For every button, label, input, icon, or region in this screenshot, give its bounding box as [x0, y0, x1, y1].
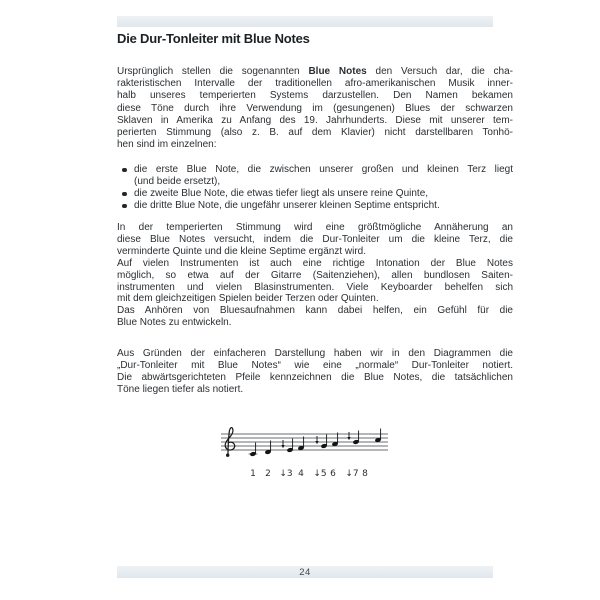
- note-2: [265, 441, 272, 455]
- note-6: [332, 433, 339, 447]
- header-bar: [117, 16, 493, 27]
- treble-clef-icon: [225, 428, 235, 457]
- scale-degree-label: ↓3: [279, 469, 293, 479]
- scale-staff-figure: [213, 424, 403, 480]
- note-4: [298, 437, 305, 451]
- scale-degree-label: 1: [250, 469, 256, 479]
- paragraph-bluesaufnahmen: Das Anhören von Bluesaufnahmen kann dabei helfen, ein Gefühl für die Blue Notes zu entwickeln.: [117, 305, 513, 329]
- paragraph-diagramm-hinweis: Aus Gründen der einfacheren Darstellung haben wir in den Diagrammen die „Dur-Tonleiter mit Blue Notes“ wie eine „normale“ Dur-Tonleiter notiert. Die abwärtsgerichteten Pfeile kennzeichnen die Blue Notes, die tatsächlichen Töne liegen tiefer als notiert.: [117, 348, 513, 395]
- blue-notes-bullet-list: [117, 164, 513, 212]
- paragraph-temperierte-stimmung: In der temperierten Stimmung wird eine größtmögliche Annäherung an diese Blue Notes versucht, indem die Dur-Tonleiter um die kleine Terz, die verminderte Quinte und die kleine Septime ergänzt wird.: [117, 222, 513, 257]
- bullet-item-third-blue-note: [117, 200, 513, 212]
- bullet-text: die dritte Blue Note, die ungefähr unserer kleinen Septime entspricht.: [134, 200, 440, 211]
- bullet-text: die zweite Blue Note, die etwas tiefer liegt als unsere reine Quinte,: [134, 188, 429, 199]
- scale-degree-label: ↓7: [345, 469, 359, 479]
- note-8: [375, 429, 382, 443]
- blue-note-arrow-3: [281, 440, 284, 448]
- bullet-icon: [122, 192, 127, 197]
- intro-paragraph: Ursprünglich stellen die sogenannten Blue Notes den Versuch dar, die cha- rakteristischen Intervalle der traditionellen afro-amerikanischen Musik inner- halb unseres temperierten Systems darzustellen. Den Namen bekamen diese Töne durch ihre Verwendung im (gesungenen) Blues der schwarzen Sklaven in Amerika zu Anfang des 19. Jahrhunderts. Diese mit unserer tem- perierten Stimmung (also z. B. auf dem Klavier) nicht darstellbaren Tonhö- hen sind im einzelnen:: [117, 66, 514, 151]
- blue-note-arrow-5: [315, 436, 318, 444]
- page-number: 24: [299, 566, 311, 578]
- page-title: Die Dur-Tonleiter mit Blue Notes: [117, 31, 310, 46]
- bullet-item-second-blue-note: [117, 188, 513, 200]
- bullet-item-first-blue-note: [117, 164, 513, 188]
- staff-lines: [221, 434, 388, 450]
- bullet-text: die erste Blue Note, die zwischen unserer großen und kleinen Terz liegt (und beide ersetzt),: [134, 164, 513, 187]
- scale-degree-label: 8: [362, 469, 368, 479]
- scale-degree-label: 2: [265, 469, 271, 479]
- scale-degree-label: ↓5: [313, 469, 327, 479]
- bullet-icon: [122, 204, 127, 209]
- paragraph-instrumente: Auf vielen Instrumenten ist auch eine richtige Intonation der Blue Notes möglich, so etwa auf der Gitarre (Saitenziehen), allen bundlosen Saiten- instrumenten und vielen Blasinstrumenten. Viele Keyboarder behelfen sich mit dem gleichzeitigen Spielen beider Terzen oder Quinten.: [117, 257, 513, 305]
- scale-degree-label: 4: [298, 469, 304, 479]
- scale-notes: [250, 429, 382, 457]
- scale-degree-label: 6: [330, 469, 336, 479]
- footer-bar: [117, 566, 493, 578]
- body-paragraphs: [117, 222, 513, 329]
- blue-note-arrow-7: [347, 432, 350, 440]
- bullet-icon: [122, 168, 127, 173]
- scale-degree-labels: [250, 469, 368, 479]
